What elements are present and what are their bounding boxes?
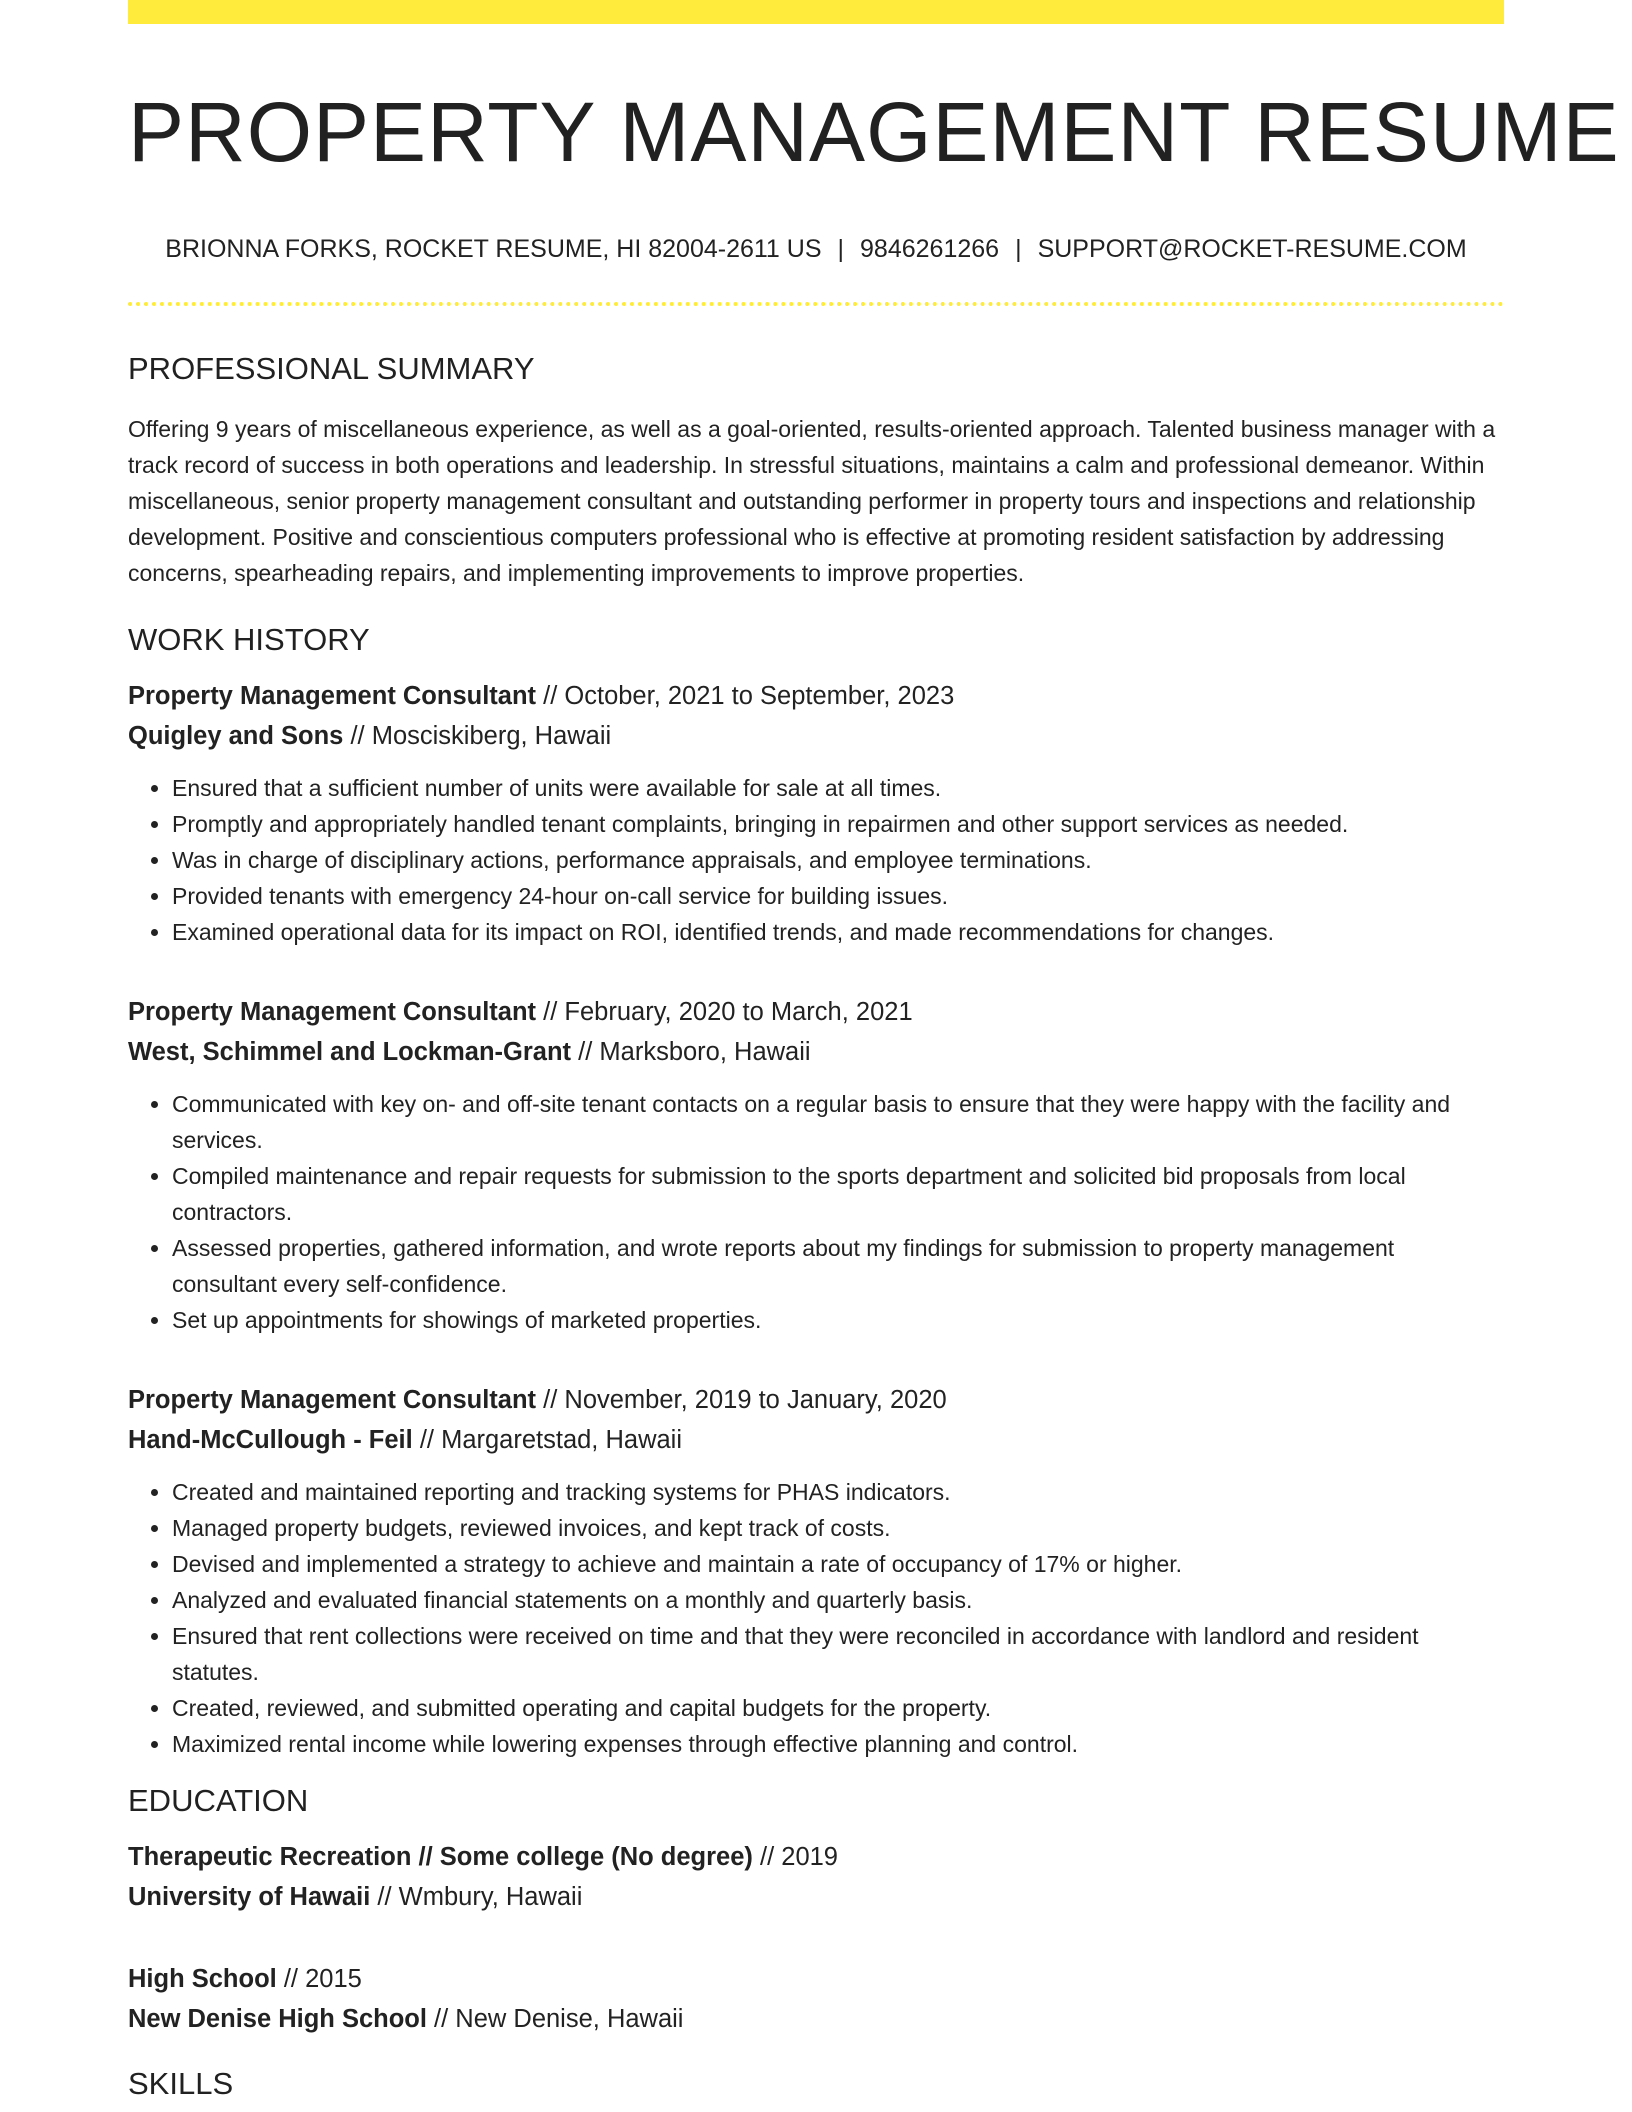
summary-heading: PROFESSIONAL SUMMARY xyxy=(128,350,535,386)
job-bullet: • Provided tenants with emergency 24-hour on-call service for building issues. xyxy=(172,878,1504,914)
job-bullet: • Created and maintained reporting and tracking systems for PHAS indicators. xyxy=(172,1474,1504,1510)
job-company-line xyxy=(128,1420,1504,1460)
education-year: // 2019 xyxy=(752,1843,838,1872)
education-location: // New Denise, Hawaii xyxy=(426,2005,684,2034)
job-bullet: • Analyzed and evaluated financial statements on a monthly and quarterly basis. xyxy=(172,1582,1504,1618)
top-accent-bar xyxy=(128,0,1504,24)
job-bullet: • Communicated with key on- and off-site tenant contacts on a regular basis to ensure that they were happy with the facility and services. xyxy=(172,1086,1504,1158)
job-bullet: • Maximized rental income while lowering expenses through effective planning and control. xyxy=(172,1726,1504,1762)
education-heading: EDUCATION xyxy=(128,1783,309,1819)
job-title-line xyxy=(128,992,1504,1032)
contact-address: BRIONNA FORKS, ROCKET RESUME, HI 82004-2611 US xyxy=(165,234,822,263)
education-school-line xyxy=(128,1999,1504,2039)
job-bullets xyxy=(128,770,1504,950)
education-entry xyxy=(128,1959,1504,2039)
education-degree-line xyxy=(128,1837,1504,1877)
job-dates: // February, 2020 to March, 2021 xyxy=(536,998,913,1027)
summary-text: Offering 9 years of miscellaneous experience, as well as a goal-oriented, results-oriented approach. Talented business manager with a track record of success in both operations and leadership. In stressful situations, maintains a calm and professional demeanor. Within miscellaneous, senior property management consultant and outstanding performer in property tours and inspections and relationship development. Positive and conscientious computers professional who is effective at promoting resident satisfaction by addressing concerns, spearheading repairs, and implementing improvements to improve properties. xyxy=(128,415,1496,586)
contact-separator: | xyxy=(837,234,845,263)
contact-phone: 9846261266 xyxy=(860,234,1000,263)
education-location: // Wmbury, Hawaii xyxy=(370,1883,583,1912)
job-bullet: • Devised and implemented a strategy to achieve and maintain a rate of occupancy of 17% or higher. xyxy=(172,1546,1504,1582)
job-bullet: • Compiled maintenance and repair requests for submission to the sports department and solicited bid proposals from local contractors. xyxy=(172,1158,1504,1230)
job-bullets xyxy=(128,1086,1504,1338)
dotted-divider xyxy=(128,302,1504,306)
job-title: Property Management Consultant xyxy=(128,1386,537,1415)
job-location: // Marksboro, Hawaii xyxy=(571,1038,811,1067)
contact-email: SUPPORT@ROCKET-RESUME.COM xyxy=(1037,234,1467,263)
job-company: Hand-McCullough - Feil xyxy=(128,1426,413,1455)
job-location: // Margaretstad, Hawaii xyxy=(412,1426,683,1455)
contact-separator: | xyxy=(1015,234,1022,263)
job-company-line xyxy=(128,716,1504,756)
job-company: Quigley and Sons xyxy=(128,722,344,751)
job-dates: // October, 2021 to September, 2023 xyxy=(536,682,955,711)
job-bullet: • Assessed properties, gathered information, and wrote reports about my findings for submission to property management consultant every self-confidence. xyxy=(172,1230,1504,1302)
education-entry xyxy=(128,1837,1504,1917)
education-degree: High School xyxy=(128,1965,277,1994)
education-school: University of Hawaii xyxy=(128,1883,371,1912)
contact-line xyxy=(128,235,1504,264)
education-year: // 2015 xyxy=(276,1965,362,1994)
job-company: West, Schimmel and Lockman-Grant xyxy=(128,1038,572,1067)
job-bullet: • Managed property budgets, reviewed invoices, and kept track of costs. xyxy=(172,1510,1504,1546)
job-bullet: • Was in charge of disciplinary actions, performance appraisals, and employee terminations. xyxy=(172,842,1504,878)
job-company-line xyxy=(128,1032,1504,1072)
job-bullet: • Promptly and appropriately handled tenant complaints, bringing in repairmen and other support services as needed. xyxy=(172,806,1504,842)
resume-title: PROPERTY MANAGEMENT RESUME xyxy=(128,85,1620,179)
skills-heading: SKILLS xyxy=(128,2066,234,2102)
education-degree: Therapeutic Recreation // Some college (No degree) xyxy=(128,1843,753,1872)
job-bullet: • Created, reviewed, and submitted operating and capital budgets for the property. xyxy=(172,1690,1504,1726)
job-title: Property Management Consultant xyxy=(128,998,537,1027)
job-bullets xyxy=(128,1474,1504,1762)
job-entry xyxy=(128,1380,1504,1762)
job-title: Property Management Consultant xyxy=(128,682,537,711)
work-history-heading: WORK HISTORY xyxy=(128,621,370,657)
job-bullet: • Ensured that rent collections were received on time and that they were reconciled in accordance with landlord and resident statutes. xyxy=(172,1618,1504,1690)
job-bullet: • Set up appointments for showings of marketed properties. xyxy=(172,1302,1504,1338)
job-title-line xyxy=(128,676,1504,716)
job-location: // Mosciskiberg, Hawaii xyxy=(343,722,612,751)
resume-page xyxy=(128,0,1620,2103)
education-school-line xyxy=(128,1877,1504,1917)
job-entry xyxy=(128,992,1504,1338)
job-entry xyxy=(128,676,1504,950)
job-title-line xyxy=(128,1380,1504,1420)
job-dates: // November, 2019 to January, 2020 xyxy=(536,1386,947,1415)
education-degree-line xyxy=(128,1959,1504,1999)
education-school: New Denise High School xyxy=(128,2005,427,2034)
job-bullet: • Ensured that a sufficient number of units were available for sale at all times. xyxy=(172,770,1504,806)
job-bullet: • Examined operational data for its impact on ROI, identified trends, and made recommendations for changes. xyxy=(172,914,1504,950)
